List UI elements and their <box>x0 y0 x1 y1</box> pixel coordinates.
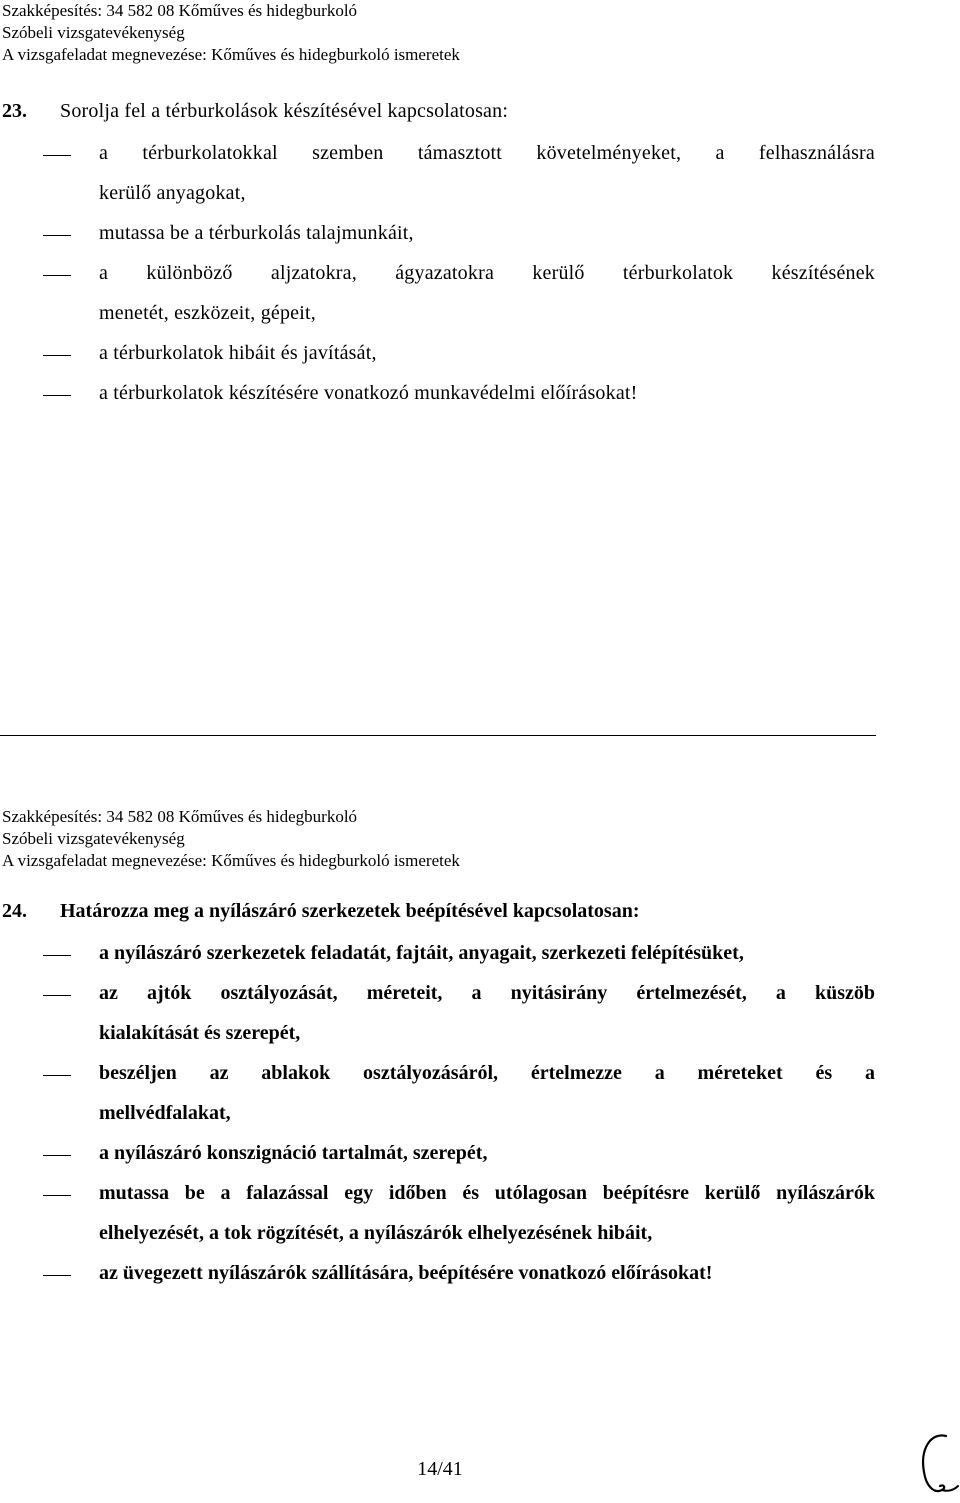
question-title: Sorolja fel a térburkolások készítésével kapcsolatosan: <box>60 100 509 122</box>
list-item: a térburkolatok készítésére vonatkozó munkavédelmi előírásokat! <box>99 382 638 404</box>
bullet-dash <box>43 1075 71 1076</box>
list-item: beszéljen az ablakok osztályozásáról, értelmezze a méreteket és a <box>99 1062 875 1084</box>
header-exam-type: Szóbeli vizsgatevékenység <box>2 829 185 848</box>
bullet-dash <box>43 275 71 276</box>
list-item: az ajtók osztályozását, méreteit, a nyitásirány értelmezését, a küszöb <box>99 982 875 1004</box>
page-header <box>2 0 460 66</box>
header-task-name: A vizsgafeladat megnevezése: Kőműves és hidegburkoló ismeretek <box>2 45 460 64</box>
bullet-dash <box>43 235 71 236</box>
list-item-continuation: mellvédfalakat, <box>99 1102 231 1124</box>
list-item: mutassa be a falazással egy időben és utólagosan beépítésre kerülő nyílászárók <box>99 1182 875 1204</box>
list-item-continuation: kialakítását és szerepét, <box>99 1022 301 1044</box>
list-item: a különböző aljzatokra, ágyazatokra kerülő térburkolatok készítésének <box>99 262 875 284</box>
list-item: a nyílászáró konszignáció tartalmát, szerepét, <box>99 1142 488 1164</box>
list-item: a nyílászáró szerkezetek feladatát, fajtáit, anyagait, szerkezeti felépítésüket, <box>99 942 744 964</box>
list-item-continuation: elhelyezését, a tok rögzítését, a nyílászárók elhelyezésének hibáit, <box>99 1222 653 1244</box>
list-item-continuation: menetét, eszközeit, gépeit, <box>99 302 316 324</box>
list-item: az üvegezett nyílászárók szállítására, beépítésére vonatkozó előírásokat! <box>99 1262 713 1284</box>
bullet-dash <box>43 955 71 956</box>
bullet-dash <box>43 1195 71 1196</box>
bullet-dash <box>43 1275 71 1276</box>
handwritten-signature <box>916 1428 960 1498</box>
list-item: mutassa be a térburkolás talajmunkáit, <box>99 222 414 244</box>
list-item: a térburkolatokkal szemben támasztott követelményeket, a felhasználásra <box>99 142 875 164</box>
question-title: Határozza meg a nyílászáró szerkezetek beépítésével kapcsolatosan: <box>60 900 640 922</box>
page-separator <box>0 735 876 736</box>
page-header <box>2 806 460 872</box>
header-exam-type: Szóbeli vizsgatevékenység <box>2 23 185 42</box>
question-number: 24. <box>2 900 27 922</box>
header-qualification: Szakképesítés: 34 582 08 Kőműves és hidegburkoló <box>2 1 358 20</box>
bullet-dash <box>43 355 71 356</box>
header-task-name: A vizsgafeladat megnevezése: Kőműves és hidegburkoló ismeretek <box>2 851 460 870</box>
bullet-dash <box>43 155 71 156</box>
bullet-dash <box>43 995 71 996</box>
list-item: a térburkolatok hibáit és javítását, <box>99 342 377 364</box>
header-qualification: Szakképesítés: 34 582 08 Kőműves és hidegburkoló <box>2 807 358 826</box>
list-item-continuation: kerülő anyagokat, <box>99 182 246 204</box>
bullet-dash <box>43 1155 71 1156</box>
bullet-dash <box>43 395 71 396</box>
page-number: 14/41 <box>417 1458 463 1480</box>
question-number: 23. <box>2 100 27 122</box>
